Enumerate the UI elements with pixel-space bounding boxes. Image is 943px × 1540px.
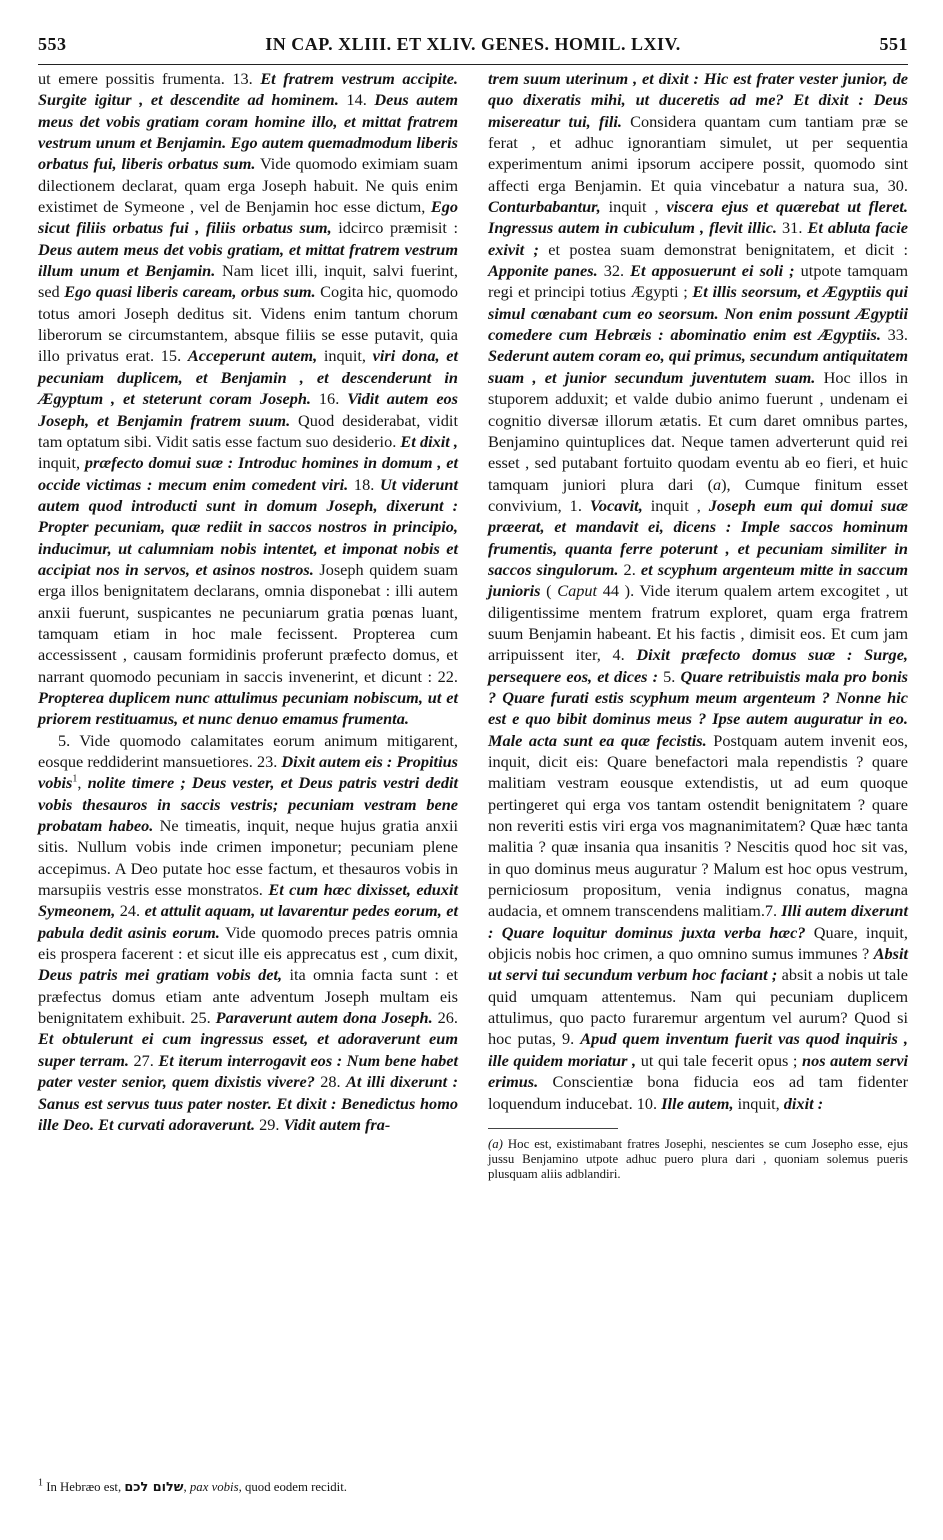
scripture-quote: viri dona, et pecuniam duplicem, et Benjamin , et descenderunt in Ægyptum , et steterunt coram Joseph. bbox=[38, 346, 459, 409]
scripture-quote: Ille autem, bbox=[661, 1093, 734, 1113]
scripture-quote: Et fratrem vestrum accipite. Surgite igitur , et descendite ad hominem. bbox=[38, 69, 459, 110]
scripture-quote: nos autem servi erimus. bbox=[488, 1050, 908, 1092]
text-run: utpote tamquam regi et principi totius Ægypti ; bbox=[488, 261, 908, 302]
scripture-quote: Sederunt autem coram eo, qui primus, secundum antiquitatem suam , et junior secundum juventutem suam. bbox=[488, 346, 908, 387]
scripture-quote: nolite timere ; Deus vester, et Deus patris vestri dedit vobis thesauros in saccis vestris; pecuniam vestram bene probatam habeo. bbox=[38, 773, 459, 836]
text-run: 5. bbox=[658, 666, 681, 686]
footnote-a-text: Hoc est, existimabant fratres Josephi, nescientes se cum Josepho esse, ejus jussu Benjamino utpote adhuc puero plura dari , quoniam solemus pueris plusquam aliis adblandiri. bbox=[488, 1136, 908, 1181]
paragraph bbox=[38, 68, 458, 730]
text-run: 14. bbox=[346, 90, 375, 110]
scripture-quote: Propterea duplicem nunc attulimus pecuniam nobiscum, ut et priorem restituamus, et nunc denuo emamus frumenta. bbox=[38, 687, 458, 729]
text-run: 24. bbox=[115, 901, 145, 921]
text-run: 29. bbox=[255, 1114, 284, 1134]
left-column bbox=[38, 68, 458, 1135]
scripture-quote: Et iterum interrogavit eos : Num bene habet pater vester senior, quem dixistis vivere? bbox=[38, 1050, 458, 1092]
text-run: a bbox=[713, 474, 722, 494]
scripture-quote: Paraverunt autem dona Joseph. bbox=[215, 1008, 433, 1028]
text-run: 18. bbox=[348, 474, 380, 494]
scripture-quote: Deus patris mei gratiam vobis det, bbox=[38, 965, 283, 985]
text-run: 28. bbox=[314, 1072, 346, 1092]
text-run: Ne timeatis, inquit, neque hujus gratia anxii sitis. Nullum vobis inde crimen imponetur; pecuniam plene accepimus. A Deo putate hoc esse factum, et thesauros vobis in marsupiis vestris esse monstratos. bbox=[38, 816, 458, 900]
text-run: idcirco præmisit : bbox=[331, 218, 458, 238]
scripture-quote: Deus autem meus det vobis gratiam, et mittat fratrem vestrum illum unum et Benjamin. bbox=[38, 239, 458, 281]
text-run: 5. Vide quomodo calamitates eorum animum mitigarent, eosque reddiderint mansuetiores. 23. bbox=[38, 730, 458, 771]
scripture-quote: Deus autem meus det vobis gratiam coram homine illo, et mittat fratrem vestrum unum et Benjamin. Ego autem quemadmodum liberis orbatus fui, liberis orbatus sum. bbox=[38, 90, 458, 174]
scripture-quote: Ego quasi liberis caream, orbus sum. bbox=[64, 282, 316, 302]
text-run: Quod desiderabat, vidit tam optatum sibi. Vidit satis esse factum suo desiderio. bbox=[38, 410, 458, 451]
text-run: 44 ). Vide iterum qualem artem excogitet , ut diligentissime mentem fratrum exploret, quam erga fratrem suum Benjamin habeant. Et his factis , dimisit eos. Et cum jam arripuissent iter, 4. bbox=[488, 581, 909, 665]
scripture-quote: Apud quem inventum fuerit vas quod inquiris , ille quidem moriatur , bbox=[488, 1029, 908, 1070]
text-run: ut emere possitis frumenta. 13. bbox=[38, 69, 261, 88]
document-page bbox=[38, 28, 908, 1518]
scripture-quote: Dixit præfecto domus suæ : Surge, persequere eos, et dices : bbox=[488, 645, 908, 686]
text-run: Vide quomodo eximiam suam dilectionem declarat, quam erga Joseph habuit. Ne quis enim existimet de Symeone , vel de Benjamin hoc esse dictum, bbox=[38, 154, 458, 217]
scripture-quote: Absit ut servi tui secundum verbum hoc faciant ; bbox=[488, 944, 908, 985]
paragraph bbox=[38, 730, 458, 1136]
text-run: 26. bbox=[432, 1008, 458, 1028]
footnote-ref: 1 bbox=[72, 773, 78, 785]
running-title: IN CAP. XLIII. ET XLIV. GENES. HOMIL. LXIV. bbox=[265, 34, 681, 54]
footnote-1-italic: pax vobis bbox=[189, 1480, 239, 1494]
right-column-body bbox=[488, 68, 908, 1114]
text-run: inquit , bbox=[600, 197, 667, 217]
text-run: Nam licet illi, inquit, salvi fuerint, sed bbox=[38, 261, 458, 302]
scripture-quote: Et apposuerunt ei soli ; bbox=[630, 261, 795, 281]
scripture-quote: Illi autem dixerunt : Quare loquitur dominus juxta verba hæc? bbox=[488, 901, 908, 942]
text-run: et postea suam demonstrat benignitatem, et dicit : bbox=[538, 239, 909, 259]
text-run: Vide quomodo preces patris omnia eis prospera facerent : et sicut ille eis apprecatus est , cum dixit, bbox=[38, 922, 458, 964]
scripture-quote: præfecto domui suæ : Introduc homines in domum , et occide victimas : mecum enim comedent viri. bbox=[38, 453, 458, 494]
scripture-quote: trem suum uterinum , et dixit : Hic est frater vester junior, de quo dixeratis mihi, ut duceretis ad me? Et dixit : Deus misereatur tui, fili. bbox=[488, 69, 908, 131]
scripture-quote: Joseph eum qui domui suæ præerat, et mandavit ei, dicens : Imple saccos hominum frumentis, quanta ferre poterunt , et pecuniam similiter in saccos singulorum. bbox=[488, 495, 908, 579]
scripture-quote: Ut viderunt autem quod introducti sunt in domum Joseph, dixerunt : Propter pecuniam, quæ rediit in saccos nostros in principio, inducimur, ut calumniam nobis intentet, et imponat nobis et accipiat nos in servos, et asinos nostros. bbox=[38, 474, 458, 579]
text-run: ), Cumque finitum esset convivium, 1. bbox=[488, 474, 908, 515]
scripture-quote: Et abluta facie exivit ; bbox=[488, 218, 908, 259]
paragraph bbox=[488, 68, 908, 1114]
text-columns bbox=[38, 68, 908, 1518]
text-run: inquit , bbox=[642, 495, 709, 515]
scripture-quote: Dixit autem eis : Propitius vobis bbox=[38, 752, 458, 793]
text-run: Cogita hic, quomodo totus amori Joseph deditus sit. Videns enim tantum chorum liberorum se circumstantem, absque filiis se esse putavit, quia illo privatus erat. 15. bbox=[38, 282, 458, 366]
text-run: inquit, bbox=[317, 346, 373, 366]
page-number-left: 553 bbox=[38, 34, 67, 54]
text-run: , bbox=[77, 773, 88, 793]
footnote-1 bbox=[38, 1477, 458, 1495]
footnote-1-spacer: , bbox=[183, 1480, 190, 1494]
text-run: Joseph quidem suam erga illos benignitatem declarans, omnia disponebat : illi autem anxii fuerunt, suspicantes ne pecuniarum gratia pœnas luant, tamquam etiam in hoc male fecissent. Propterea cum accessissent , causam formidinis proferunt præfecto domus, et narrant quomodo pecuniam in saccis invenerint, et dicunt : 22. bbox=[38, 559, 458, 686]
text-run: 33. bbox=[880, 325, 909, 345]
scripture-quote: dixit : bbox=[783, 1093, 824, 1113]
text-run: 31. bbox=[777, 218, 808, 238]
footnote-1-hebrew: שלום לכם bbox=[124, 1480, 184, 1495]
scripture-quote: Et dixit , bbox=[400, 431, 458, 451]
scripture-quote: Apponite panes. bbox=[488, 261, 598, 281]
text-run: ita omnia facta sunt : et præfectus domus etiam ante adventum Joseph multam eis benignitatem exhibuit. 25. bbox=[38, 965, 459, 1028]
scripture-quote: Vocavit, bbox=[589, 495, 643, 515]
text-run: inquit, bbox=[733, 1093, 784, 1113]
text-run: 32. bbox=[597, 261, 631, 281]
text-run: Considera quantam cum tantiam præ se ferat , et adhuc ignorantiam simulet, ut per sequentia experimentum animi ipsorum accipere possit, quomodo sint affecti erga Benjamin. Et quia vincebatur a natura sua, 30. bbox=[488, 111, 909, 195]
text-run: Caput bbox=[557, 581, 598, 601]
text-run: Quare, inquit, objicis nobis hoc crimen, a quo omnino sumus immunes ? bbox=[488, 922, 908, 964]
text-run: Hoc illos in stuporem adduxit; et valde dubio animo fuerunt , undenam ei cognitio diversæ illorum ætatis. Et cum daret omnibus partes, Benjamino quintuplices dat. Neque tamen adverterunt quid rei esset , sed putabant fortuito quodam eventu ab eo fieri, et huic tamquam juniori plura dari ( bbox=[488, 367, 908, 494]
footnote-a bbox=[488, 1137, 908, 1182]
scripture-quote: Conturbabantur, bbox=[488, 197, 601, 217]
text-run: Postquam autem invenit eos, inquit, dicit eis: Quare benefactori mala rependistis ? quare malitiam vestram eousque extendistis, ut ad eum quoque pertingeret qui erga vos tantam ostendit benignitatem ? quare non reveriti estis viri erga vos magnanimitatem? Quæ hæc tanta malitia ? quæ insania qua insanitis ? Nescitis quod hoc sit vas, in quo dominus meus auguratur ? Malum est hoc opus vestrum, perniciosum propositum, venia indignus conatus, magna audacia, et omnem transcendens malitiam.7. bbox=[488, 730, 908, 921]
footnote-1-text-after: , quod eodem recidit. bbox=[238, 1480, 347, 1494]
text-run: inquit, bbox=[38, 453, 85, 473]
scripture-quote: Vidit autem eos Joseph, et Benjamin fratrem suum. bbox=[38, 389, 459, 430]
page-header bbox=[38, 28, 908, 65]
footnote-divider-right bbox=[488, 1128, 618, 1129]
scripture-quote: Vidit autem fra- bbox=[283, 1114, 391, 1134]
scripture-quote: et attulit aquam, ut lavarentur pedes eorum, et pabula dedit asinis eorum. bbox=[38, 901, 458, 942]
text-run: 16. bbox=[318, 389, 348, 409]
scripture-quote: viscera ejus et quærebat ut fleret. Ingressus autem in cubiculum , flevit illic. bbox=[488, 197, 908, 238]
scripture-quote: Et obtulerunt ei cum ingressus esset, et adoraverunt eum super terram. bbox=[38, 1029, 458, 1070]
text-run: 2. bbox=[618, 559, 641, 579]
scripture-quote: Ego sicut filiis orbatus fui , filiis orbatus sum, bbox=[38, 197, 458, 238]
page-number-right: 551 bbox=[879, 34, 908, 54]
footnote-1-text-before: In Hebræo est, bbox=[43, 1480, 125, 1494]
scripture-quote: Et illis seorsum, et Ægyptiis qui simul cœnabant cum eo seorsum. Non enim possunt Ægyptii comedere cum Hebræis : abominatio enim est Ægyptiis. bbox=[488, 282, 908, 345]
scripture-quote: At illi dixerunt : Sanus est servus tuus pater noster. Et dixit : Benedictus homo ille Deo. Et curvati adoraverunt. bbox=[38, 1072, 458, 1134]
text-run: Conscientiæ bona fiducia eos ad tam fidenter loquendum inducebat. 10. bbox=[488, 1072, 908, 1113]
scripture-quote: et scyphum argenteum mitte in saccum junioris bbox=[488, 559, 908, 601]
footnote-a-marker: (a) bbox=[488, 1136, 503, 1151]
text-run: ut qui tale fecerit opus ; bbox=[636, 1050, 803, 1070]
text-run: absit a nobis ut tale quid umquam attentemus. Nam qui pecuniam duplicem attulimus, quo pacto furaremur argentum vel aurum? Quod si hoc putas, 9. bbox=[488, 965, 908, 1049]
scripture-quote: Acceperunt autem, bbox=[187, 346, 318, 366]
footnote-1-marker: 1 bbox=[38, 1477, 43, 1489]
right-column bbox=[488, 68, 908, 1182]
text-run: 27. bbox=[128, 1050, 159, 1070]
scripture-quote: Et cum hæc dixisset, eduxit Symeonem, bbox=[38, 880, 458, 921]
text-run: ( bbox=[540, 581, 558, 601]
scripture-quote: Quare retribuistis mala pro bonis ? Quare furati estis scyphum meum argenteum ? Nonne hic est e quo bibit dominus meus ? Ipse autem auguratur in eo. Male acta sunt ea quæ fecistis. bbox=[488, 666, 908, 750]
